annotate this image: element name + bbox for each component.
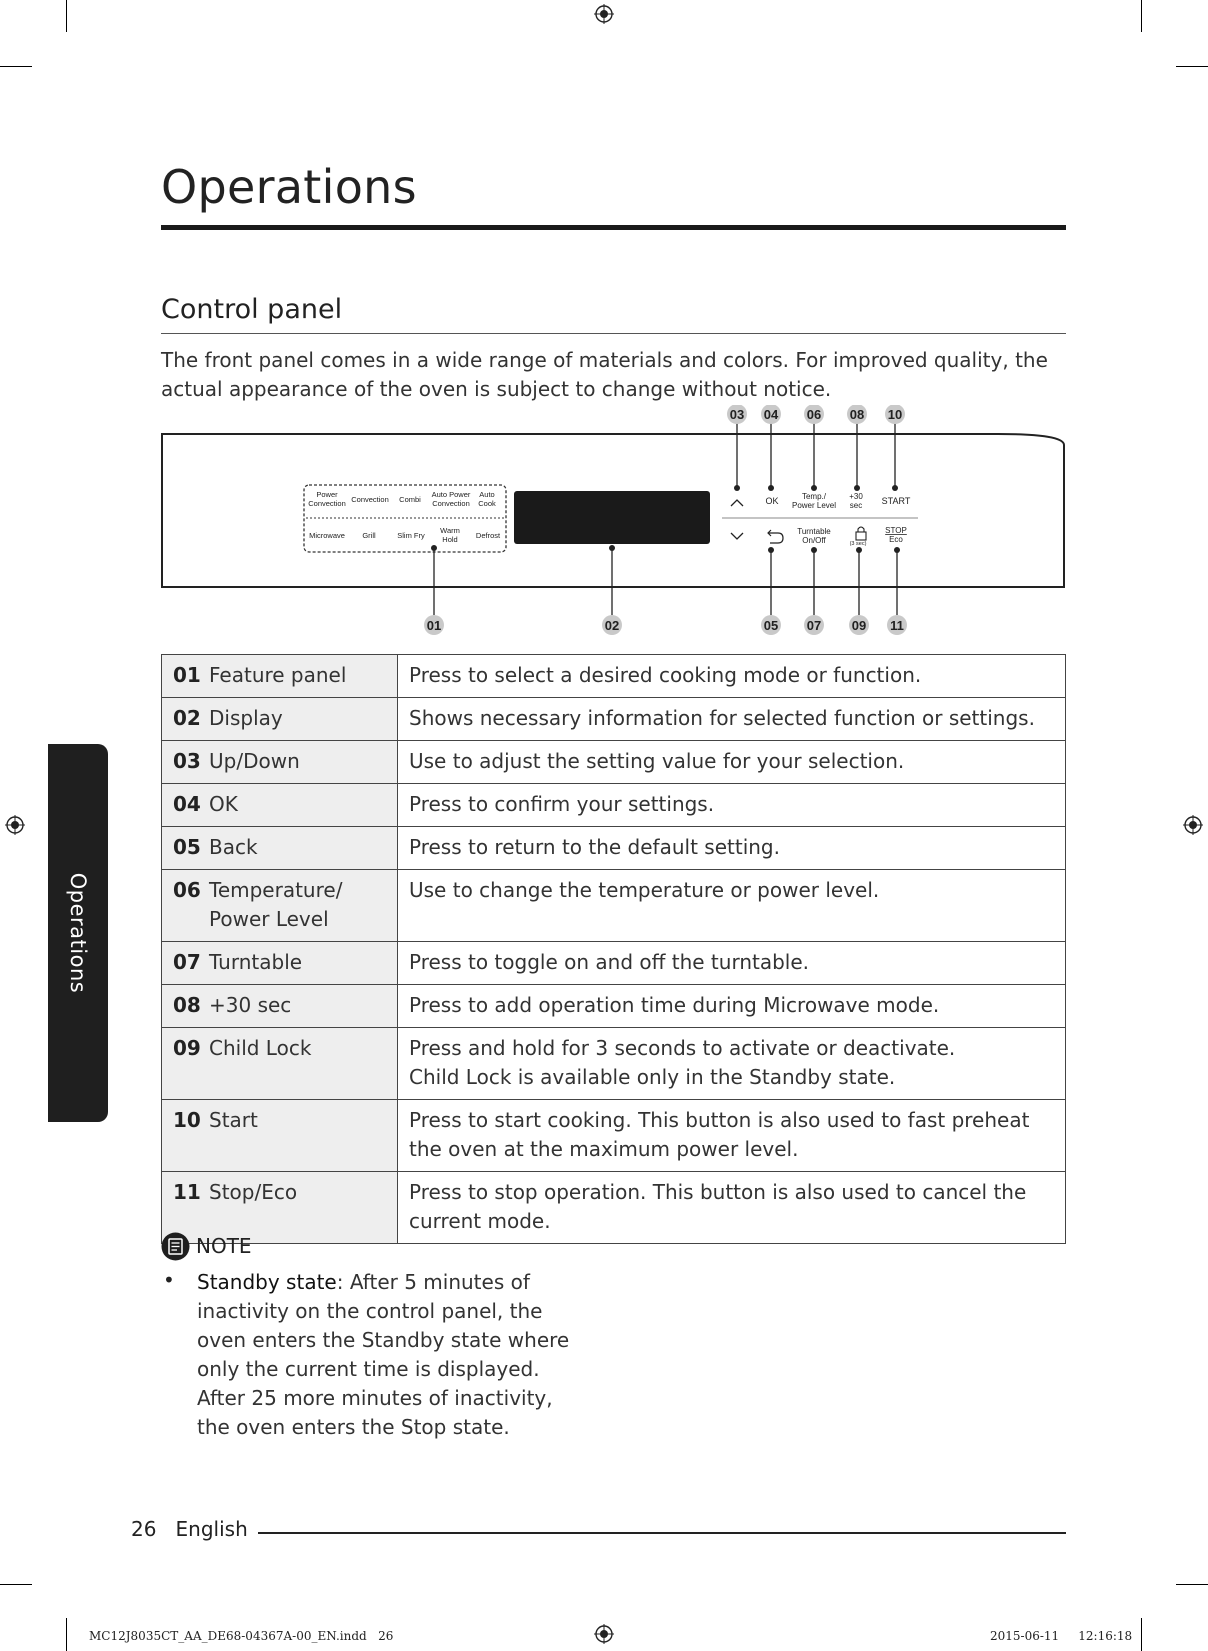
part-name: +30 sec — [209, 993, 292, 1017]
note-term: Standby state — [197, 1270, 337, 1294]
print-slug-left: MC12J8035CT_AA_DE68-04367A-00_EN.indd 26 — [89, 1629, 394, 1643]
registration-mark-icon — [5, 815, 25, 835]
crop-mark — [66, 0, 67, 32]
page-language: English — [175, 1517, 248, 1541]
part-description-line: Child Lock is available only in the Standby state. — [409, 1065, 896, 1089]
part-name: Child Lock — [209, 1036, 312, 1060]
note-text: : After 5 minutes of inactivity on the control panel, the oven enters the Standby state where only the current time is displayed. After 25 more minutes of inactivity, the oven enters the Stop state. — [197, 1270, 570, 1439]
crop-mark — [1141, 0, 1142, 32]
note-title: NOTE — [196, 1234, 252, 1258]
part-name: Feature panel — [209, 663, 347, 687]
registration-mark-icon — [594, 1624, 614, 1644]
callout-badge: 02 — [604, 618, 620, 633]
control-panel-diagram — [150, 405, 1070, 640]
crop-mark — [1176, 66, 1208, 67]
feature-label: Convection — [351, 495, 389, 504]
side-tab-label: Operations — [66, 872, 90, 994]
parts-table — [161, 654, 1066, 1244]
feature-label: Convection — [308, 499, 346, 508]
control-label: START — [881, 496, 911, 506]
callout-badge: 07 — [806, 618, 822, 633]
part-name: Display — [209, 706, 283, 730]
table-row — [162, 698, 1066, 741]
part-name: Temperature/ Power Level — [209, 878, 343, 931]
feature-label: Cook — [478, 499, 496, 508]
table-row — [162, 1172, 1066, 1244]
part-number: 08 — [173, 993, 201, 1017]
feature-label: Auto — [479, 490, 495, 499]
control-label: +30 — [849, 492, 863, 501]
feature-label: Slim Fry — [397, 531, 425, 540]
callout-badge: 09 — [851, 618, 867, 633]
table-row — [162, 827, 1066, 870]
table-row — [162, 870, 1066, 942]
part-description: Use to adjust the setting value for your selection. — [398, 741, 1066, 784]
table-row — [162, 655, 1066, 698]
table-row — [162, 1028, 1066, 1100]
part-number: 05 — [173, 835, 201, 859]
part-name: Up/Down — [209, 749, 300, 773]
feature-label: Warm — [440, 526, 460, 535]
page-title: Operations — [161, 160, 417, 214]
part-description — [398, 1028, 1066, 1100]
control-label: Temp./ — [801, 492, 827, 501]
part-number: 06 — [173, 878, 201, 902]
registration-mark-icon — [1183, 815, 1203, 835]
part-name: OK — [209, 792, 238, 816]
callout-badge: 06 — [806, 407, 822, 422]
part-description-line: Press and hold for 3 seconds to activate or deactivate. — [409, 1036, 956, 1060]
part-description: Press to start cooking. This button is also used to fast preheat the oven at the maximum power level. — [398, 1100, 1066, 1172]
feature-label: Combi — [399, 495, 421, 504]
feature-label: Convection — [432, 499, 470, 508]
table-row — [162, 1100, 1066, 1172]
part-name: Back — [209, 835, 258, 859]
side-tab — [48, 744, 108, 1122]
part-description: Press to add operation time during Microwave mode. — [398, 985, 1066, 1028]
table-row — [162, 741, 1066, 784]
part-number: 10 — [173, 1108, 201, 1132]
control-label: sec — [849, 501, 863, 510]
crop-mark — [1141, 1618, 1142, 1651]
registration-mark-icon — [594, 4, 614, 24]
callout-badge: 05 — [763, 618, 779, 633]
callout-badge: 04 — [763, 407, 779, 422]
part-name: Start — [209, 1108, 258, 1132]
control-label: Eco — [889, 535, 903, 544]
part-description: Press to stop operation. This button is also used to cancel the current mode. — [398, 1172, 1066, 1244]
intro-paragraph: The front panel comes in a wide range of materials and colors. For improved quality, the actual appearance of the oven is subject to change without notice. — [161, 348, 1048, 401]
part-name: Stop/Eco — [209, 1180, 298, 1204]
feature-label: Grill — [362, 531, 376, 540]
control-label: STOP — [885, 526, 907, 535]
note-icon — [161, 1232, 190, 1261]
control-label: Turntable — [797, 527, 831, 536]
crop-mark — [1176, 1584, 1208, 1585]
part-description: Use to change the temperature or power level. — [398, 870, 1066, 942]
section-rule — [161, 333, 1066, 334]
note-body — [197, 1268, 587, 1442]
section-heading: Control panel — [161, 294, 343, 325]
table-row — [162, 942, 1066, 985]
feature-label: Auto Power — [431, 490, 471, 499]
crop-mark — [0, 1584, 32, 1585]
part-description: Shows necessary information for selected function or settings. — [398, 698, 1066, 741]
part-number: 01 — [173, 663, 201, 687]
page-number: 26 — [131, 1517, 157, 1541]
table-row — [162, 985, 1066, 1028]
part-name: Turntable — [209, 950, 303, 974]
control-label: Power Level — [791, 501, 837, 510]
callout-badge: 03 — [729, 407, 745, 422]
table-row — [162, 784, 1066, 827]
lock-icon — [856, 527, 866, 540]
part-number: 04 — [173, 792, 201, 816]
part-description: Press to select a desired cooking mode or function. — [398, 655, 1066, 698]
print-slug-right: 2015-06-11 12:16:18 — [990, 1629, 1133, 1643]
part-number: 03 — [173, 749, 201, 773]
crop-mark — [66, 1618, 67, 1651]
callout-badge: 11 — [890, 618, 904, 633]
crop-mark — [0, 66, 32, 67]
callout-badge: 01 — [426, 618, 442, 633]
feature-label: Defrost — [475, 531, 501, 540]
control-label: OK — [765, 496, 779, 506]
bullet-marker: • — [163, 1268, 175, 1292]
control-label: On/Off — [802, 536, 826, 545]
part-description: Press to return to the default setting. — [398, 827, 1066, 870]
callout-badge: 10 — [887, 407, 903, 422]
part-number: 09 — [173, 1036, 201, 1060]
part-number: 02 — [173, 706, 201, 730]
part-number: 11 — [173, 1180, 201, 1204]
feature-label: Hold — [442, 535, 458, 544]
footer — [131, 1517, 248, 1541]
callout-badge: 08 — [849, 407, 865, 422]
display-screen — [514, 491, 710, 544]
feature-label: Microwave — [309, 531, 345, 540]
feature-label: Power — [316, 490, 338, 499]
chevron-down-icon — [731, 533, 743, 539]
part-number: 07 — [173, 950, 201, 974]
part-description: Press to toggle on and off the turntable. — [398, 942, 1066, 985]
chevron-up-icon — [731, 500, 743, 506]
title-rule — [161, 225, 1066, 230]
part-description: Press to confirm your settings. — [398, 784, 1066, 827]
control-label: (3 sec) — [849, 541, 867, 547]
footer-rule — [258, 1532, 1066, 1534]
